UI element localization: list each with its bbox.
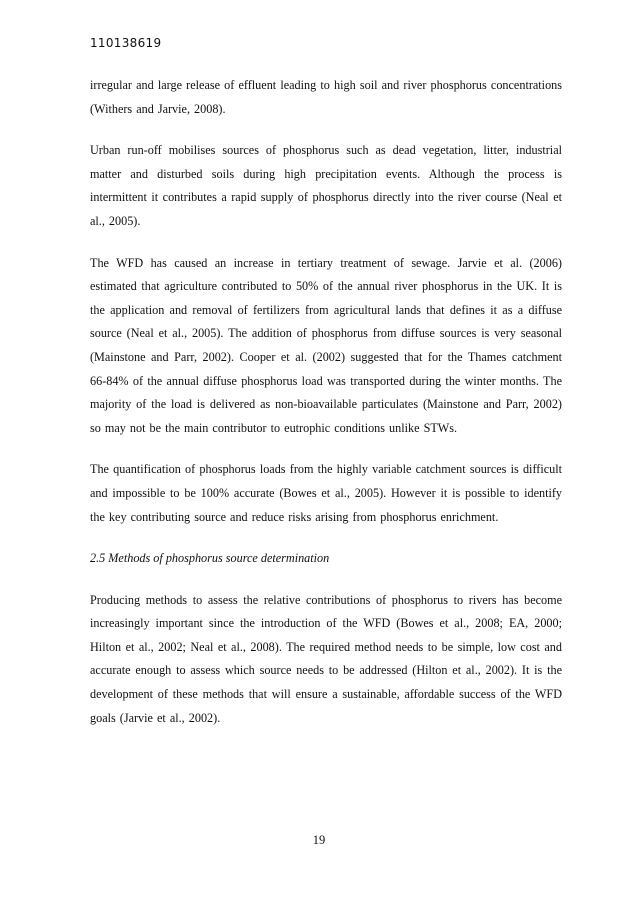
paragraph-effluent-release: irregular and large release of effluent leading to high soil and river phosphorus concentrations (Withers and Jarvie, 2008). [90, 78, 562, 116]
paragraph-urban-runoff: Urban run-off mobilises sources of phosphorus such as dead vegetation, litter, industrial matter and disturbed soils during high precipitation events. Although the process is intermittent it contributes a rapid supply of phosphorus directly into the river course (Neal et al., 2005). [90, 143, 562, 228]
section-heading-2-5: 2.5 Methods of phosphorus source determination [90, 551, 330, 566]
document-id-header: 110138619 [90, 36, 162, 50]
paragraph-wfd-tertiary-treatment: The WFD has caused an increase in tertiary treatment of sewage. Jarvie et al. (2006) estimated that agriculture contributed to 50% of the annual river phosphorus in the UK. It is the application and removal of fertilizers from agricultural lands that defines it as a diffuse source (Neal et al., 2005). The addition of phosphorus from diffuse sources is very seasonal (Mainstone and Parr, 2002). Cooper et al. (2002) suggested that for the Thames catchment 66-84% of the annual diffuse phosphorus load was transported during the winter months. The majority of the load is delivered as non-bioavailable particulates (Mainstone and Parr, 2002) so may not be the main contributor to eutrophic conditions unlike STWs. [90, 255, 562, 435]
page-number: 19 [312, 833, 326, 847]
paragraph-load-quantification: The quantification of phosphorus loads from the highly variable catchment sources is difficult and impossible to be 100% accurate (Bowes et al., 2005). However it is possible to identify the key contributing source and reduce risks arising from phosphorus enrichment. [90, 462, 562, 524]
page-body [90, 74, 562, 748]
paragraph-source-methods: Producing methods to assess the relative contributions of phosphorus to rivers has become increasingly important since the introduction of the WFD (Bowes et al., 2008; EA, 2000; Hilton et al., 2002; Neal et al., 2008). The required method needs to be simple, low cost and accurate enough to assess which source needs to be addressed (Hilton et al., 2002). It is the development of these methods that will ensure a sustainable, affordable success of the WFD goals (Jarvie et al., 2002). [90, 592, 562, 725]
